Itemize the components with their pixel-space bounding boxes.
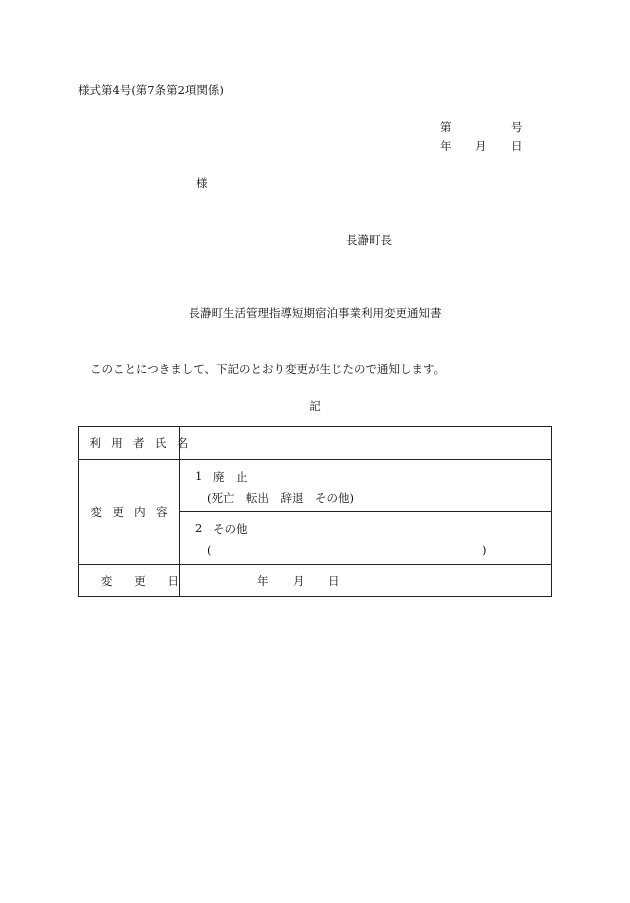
change-date-label: 変更日 <box>100 574 201 588</box>
option1-detail: (死亡 転出 辞退 その他) <box>207 491 354 505</box>
option2-title: その他 <box>213 522 248 536</box>
change-date-day: 日 <box>328 574 340 588</box>
issuer-name: 長瀞町長 <box>346 233 392 247</box>
table-row-divider <box>79 564 551 565</box>
date-year-label: 年 <box>440 139 452 153</box>
table-row-divider <box>79 459 551 460</box>
form-table <box>78 426 552 597</box>
doc-number-label: 第 <box>440 120 452 134</box>
option1-title: 廃 止 <box>213 470 248 484</box>
change-content-label: 変更内容 <box>90 505 178 519</box>
form-number: 様式第4号(第7条第2項関係) <box>78 83 224 97</box>
user-name-label: 利用者氏名 <box>89 436 199 450</box>
addressee-honorific: 様 <box>196 176 208 190</box>
option2-paren-open: ( <box>207 543 212 557</box>
ki-heading: 記 <box>309 399 321 413</box>
document-title: 長瀞町生活管理指導短期宿泊事業利用変更通知書 <box>188 306 442 320</box>
doc-number-suffix: 号 <box>511 120 523 134</box>
option2-paren-close: ) <box>482 543 487 557</box>
date-month-label: 月 <box>475 139 487 153</box>
body-text: このことにつきまして、下記のとおり変更が生じたので通知します。 <box>90 362 446 376</box>
option1-number: 1 <box>195 469 203 483</box>
change-date-month: 月 <box>293 574 305 588</box>
change-date-year: 年 <box>257 574 269 588</box>
option2-number: 2 <box>195 521 203 535</box>
table-subrow-divider <box>179 511 551 512</box>
date-day-label: 日 <box>511 139 523 153</box>
